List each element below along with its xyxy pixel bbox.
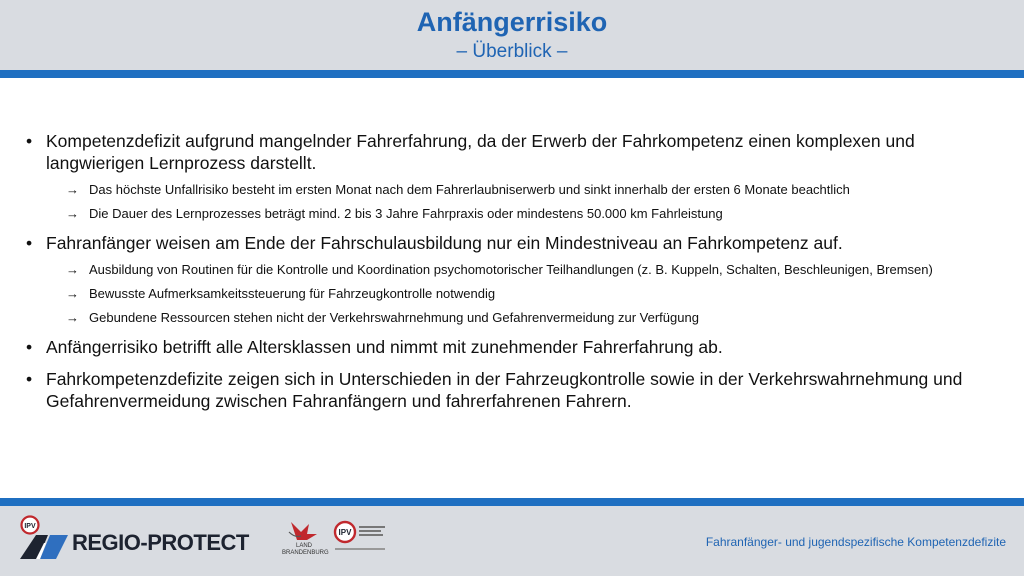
regio-protect-wordmark: REGIO-PROTECT <box>72 530 249 555</box>
arrow-right-icon: → <box>66 310 79 325</box>
bullet-text: Kompetenzdefizit aufgrund mangelnder Fahrerfahrung, da der Erwerb der Fahrkompetenz einen komplexen und langwierigen Lernprozess darstellt. <box>46 131 915 173</box>
sub-bullet-text: Gebundene Ressourcen stehen nicht der Verkehrswahrnehmung und Gefahrenvermeidung zur Verfügung <box>89 310 699 325</box>
sub-bullet-item <box>26 260 1016 279</box>
slide-subtitle: – Überblick – <box>456 41 568 62</box>
ipv-logo-icon <box>332 518 388 558</box>
sub-bullet-item <box>26 204 1016 223</box>
sub-bullet-item <box>26 308 1016 327</box>
header-divider-bar <box>0 70 1024 78</box>
bullet-icon: • <box>26 233 33 253</box>
bullet-icon: • <box>26 337 33 357</box>
sub-bullet-item <box>26 180 1016 199</box>
ipv-logo-label: IPV <box>338 528 352 537</box>
arrow-right-icon: → <box>66 182 79 197</box>
regio-protect-logo-icon <box>18 513 70 561</box>
bullet-icon: • <box>26 131 33 151</box>
bullet-list <box>26 130 1016 418</box>
bullet-item <box>26 130 1016 174</box>
bullet-item <box>26 232 1016 254</box>
footer-divider-bar <box>0 498 1024 506</box>
sub-bullet-item <box>26 284 1016 303</box>
sub-bullet-text: Ausbildung von Routinen für die Kontrolle und Koordination psychomotorischer Teilhandlungen (z. B. Kuppeln, Schalten, Beschleunigen, Bremsen) <box>89 262 933 277</box>
bullet-item <box>26 368 1016 412</box>
bullet-text: Fahrkompetenzdefizite zeigen sich in Unterschieden in der Fahrzeugkontrolle sowie in der Verkehrswahrnehmung und Gefahrenvermeidung zwischen Fahranfängern und fahrerfahrenen Fahrern. <box>46 369 963 411</box>
slide-header <box>0 0 1024 70</box>
footer-topic-text: Fahranfänger- und jugendspezifische Kompetenzdefizite <box>705 535 1006 549</box>
bullet-text: Fahranfänger weisen am Ende der Fahrschulausbildung nur ein Mindestniveau an Fahrkompetenz auf. <box>46 233 843 253</box>
arrow-right-icon: → <box>66 206 79 221</box>
bullet-text: Anfängerrisiko betrifft alle Altersklassen und nimmt mit zunehmender Fahrerfahrung ab. <box>46 337 723 357</box>
bullet-icon: • <box>26 369 33 389</box>
arrow-right-icon: → <box>66 286 79 301</box>
bullet-item <box>26 336 1016 358</box>
sub-bullet-text: Die Dauer des Lernprozesses beträgt mind. 2 bis 3 Jahre Fahrpraxis oder mindestens 50.000 km Fahrleistung <box>89 206 723 221</box>
sub-bullet-text: Das höchste Unfallrisiko besteht im ersten Monat nach dem Fahrerlaubniserwerb und sinkt innerhalb der ersten 6 Monate beachtlich <box>89 182 850 197</box>
arrow-right-icon: → <box>66 262 79 277</box>
ipv-badge-label: IPV <box>24 523 36 530</box>
sub-bullet-text: Bewusste Aufmerksamkeitssteuerung für Fahrzeugkontrolle notwendig <box>89 286 496 301</box>
slide-title: Anfängerrisiko <box>416 7 608 37</box>
brandenburg-label: LAND BRANDENBURG <box>282 543 329 556</box>
